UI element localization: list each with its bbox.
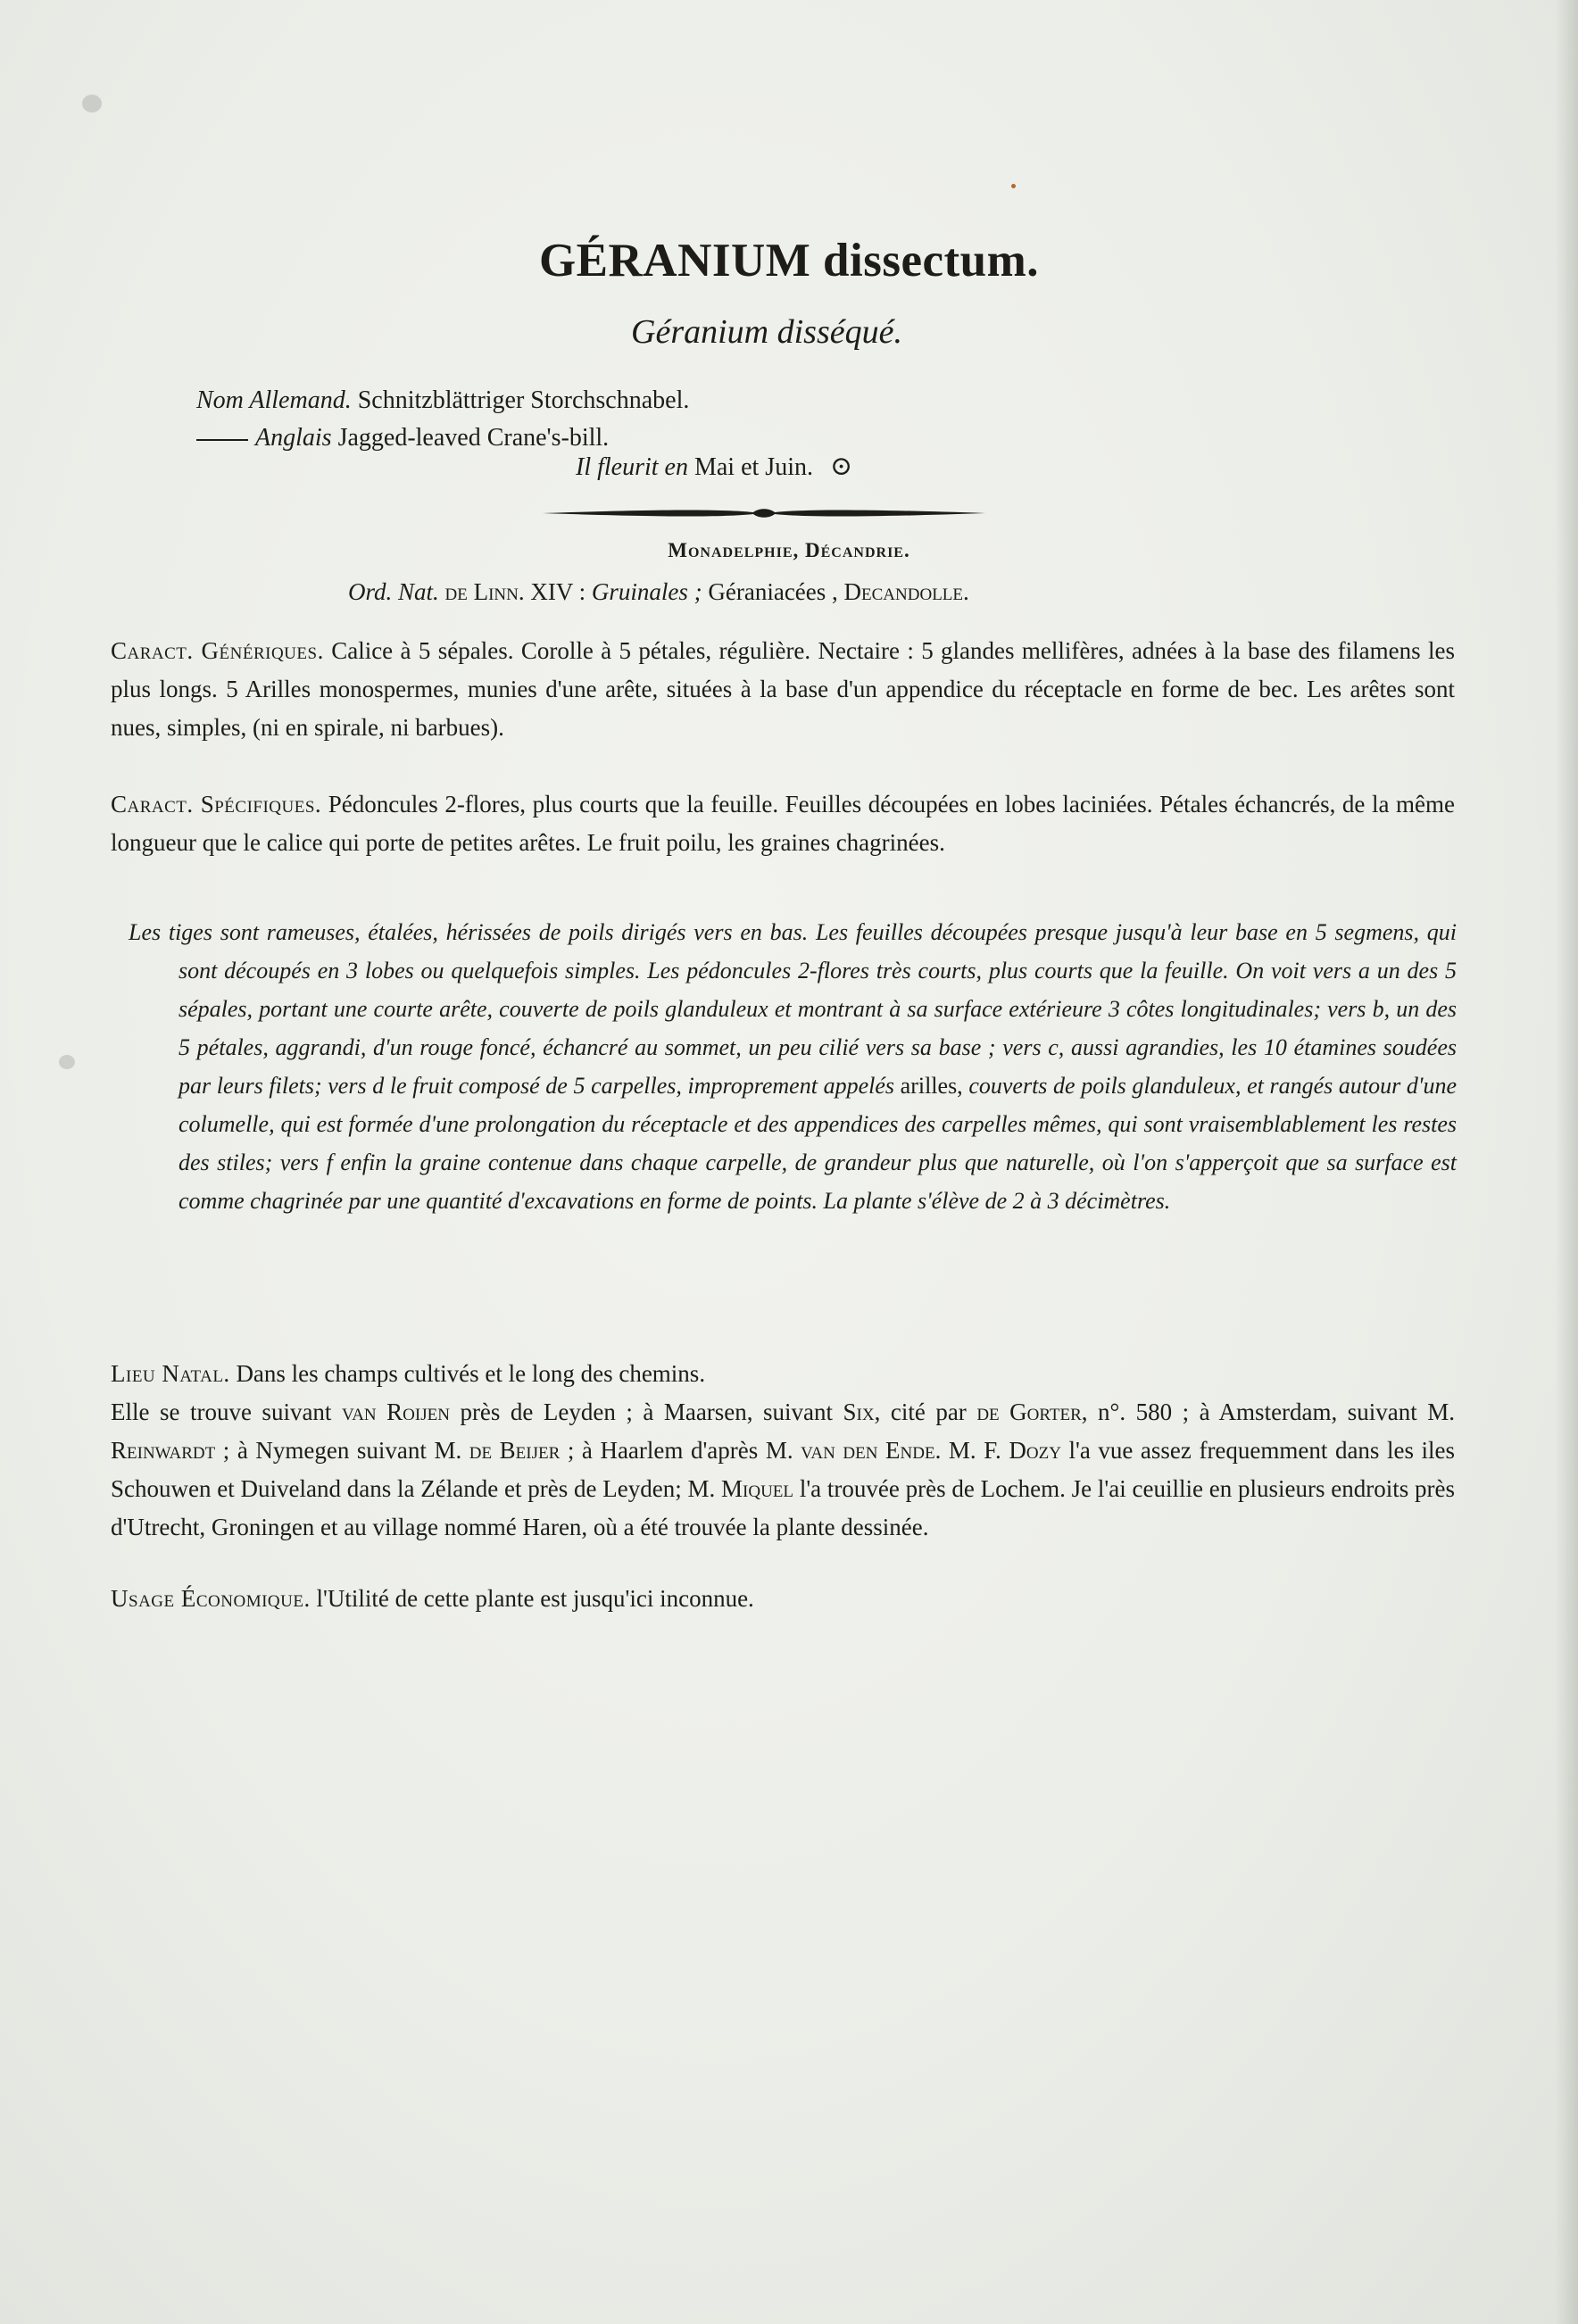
lieu-natal-line1: Dans les champs cultivés et le long des chemins. <box>236 1360 706 1387</box>
paper-spot <box>59 1055 75 1069</box>
flowering-label: Il fleurit <box>576 453 659 481</box>
order-number: XIV : <box>530 578 586 605</box>
person-dozy: Dozy <box>1009 1437 1061 1464</box>
locality-text: l'a trouvée près de Lochem. Je l'ai ceuillie en plusieurs endroits près d'Utrecht, Groningen et au village nommé Haren, où a été trouvée la plante dessinée. <box>111 1475 1456 1540</box>
locality-text: M. F. <box>948 1437 1001 1464</box>
ditto-dash <box>196 439 248 441</box>
ornamental-rule <box>541 504 987 522</box>
specific-heading: Caract. Spécifiques. <box>111 791 322 818</box>
person-de-gorter: de Gorter, <box>976 1399 1088 1425</box>
observation-paragraph <box>129 913 1458 1220</box>
person-van-royen: van Roijen <box>341 1399 450 1425</box>
english-name: Jagged-leaved Crane's-bill. <box>337 424 610 452</box>
locality-text: cité par <box>890 1399 967 1425</box>
lieu-natal-heading-line <box>111 1355 1455 1393</box>
order-name: Gruinales ; <box>591 578 702 605</box>
page-subtitle: Géranium disséqué. <box>631 313 902 351</box>
linnean-class: Monadelphie, Décandrie. <box>668 539 910 561</box>
generic-text: Calice à 5 sépales. Corolle à 5 pétales, régulière. Nectaire : 5 glandes mellifères, adnées à la base des filamens les plus longs. 5 Arilles monospermes, munies d'une arête, situées à la base d'un appendice du réceptacle en forme de bec. Les arêtes sont nues, simples, (ni en spirale, ni barbues). <box>111 637 1456 741</box>
de-linn: de Linn. <box>444 578 525 605</box>
flowering-line <box>576 451 852 482</box>
generic-heading: Caract. Génériques. <box>111 637 324 664</box>
person-de-beijer: de Beijer ; <box>469 1437 575 1464</box>
specific-text: Pédoncules 2-flores, plus courts que la feuille. Feuilles découpées en lobes laciniées. Pétales échancrés, de la même longueur que le calice qui porte de petites arêtes. Le fruit poilu, les graines chagrinées. <box>111 791 1455 856</box>
paper-spot <box>82 95 102 112</box>
lieu-natal-localities <box>111 1393 1455 1547</box>
german-name: Schnitzblättriger Storchschnabel. <box>357 386 690 414</box>
german-label: Nom Allemand. <box>196 386 352 414</box>
economic-usage <box>111 1580 1455 1618</box>
person-van-den-ende: van den Ende. <box>801 1437 942 1464</box>
usage-text: l'Utilité de cette plante est jusqu'ici inconnue. <box>316 1585 754 1612</box>
observation-text-1: Les tiges sont rameuses, étalées, hérissées de poils dirigés vers en bas. Les feuilles découpées presque jusqu'à leur base en 5 segmens, qui sont découpés en 3 lobes ou quelquefois simples. Les pédoncules 2-flores très courts, plus courts que la feuille. On voit vers a un des 5 sépales, portant une courte arête, couverte de poils glanduleux et montrant à sa surface extérieure 3 côtes longitudinales; vers b, un des 5 pétales, aggrandi, d'un rouge foncé, échancré au sommet, un peu cilié vers sa base ; vers c, aussi agrandies, les 10 étamines soudées par leurs filets; vers d le fruit composé de 5 carpelles, improprement appelés <box>129 919 1457 1099</box>
english-label: Anglais <box>255 424 332 452</box>
locality-text: à Haarlem d'après M. <box>581 1437 793 1464</box>
locality-text: l'a vue assez frequemment dans les iles Schouwen et Duiveland dans la Zélande et près de Leyden; M. <box>111 1437 1456 1502</box>
page-title: GÉRANIUM dissectum. <box>538 235 1040 286</box>
ink-speck <box>1011 184 1016 188</box>
person-miquel: Miquel <box>721 1475 794 1502</box>
locality-text: Elle se trouve suivant <box>111 1399 332 1425</box>
person-six: Six, <box>843 1399 881 1425</box>
family-name: Géraniacées , <box>708 578 838 605</box>
common-names <box>196 382 689 457</box>
locality-text: n°. 580 ; à Amsterdam, suivant M. <box>1098 1399 1456 1425</box>
specific-characters <box>111 785 1455 862</box>
order-label: Ord. Nat. <box>348 578 439 605</box>
natural-order-line <box>348 578 969 606</box>
observation-text-2: couverts de poils glanduleux, et rangés autour d'une columelle, qui est formée d'une prolongation du réceptacle et des appendices des carpelles mêmes, qui sont vraisemblablement les restes des stiles; vers f enfin la graine contenue dans chaque carpelle, de grandeur plus que naturelle, où l'on s'apperçoit que sa surface est comme chagrinée par une quantité d'excavations en forme de points. La plante s'élève de 2 à 3 décimètres. <box>179 1073 1458 1214</box>
german-name-line <box>196 382 689 419</box>
generic-characters <box>111 632 1455 747</box>
page-edge-shadow <box>1555 0 1578 2324</box>
usage-heading: Usage Économique. <box>111 1585 311 1612</box>
flowering-months: Mai et Juin. <box>693 453 813 481</box>
decandolle: Decandolle. <box>843 578 969 605</box>
person-reinwardt: Reinwardt ; <box>111 1437 230 1464</box>
observation-upright-word: arilles, <box>900 1073 963 1099</box>
annual-symbol-icon: ⊙ <box>829 452 853 481</box>
locality-text: près de Leyden ; à Maarsen, suivant <box>460 1399 834 1425</box>
flowering-connector: en <box>664 453 688 481</box>
locality-text: à Nymegen suivant M. <box>237 1437 462 1464</box>
lieu-natal-heading: Lieu Natal. <box>111 1360 230 1387</box>
